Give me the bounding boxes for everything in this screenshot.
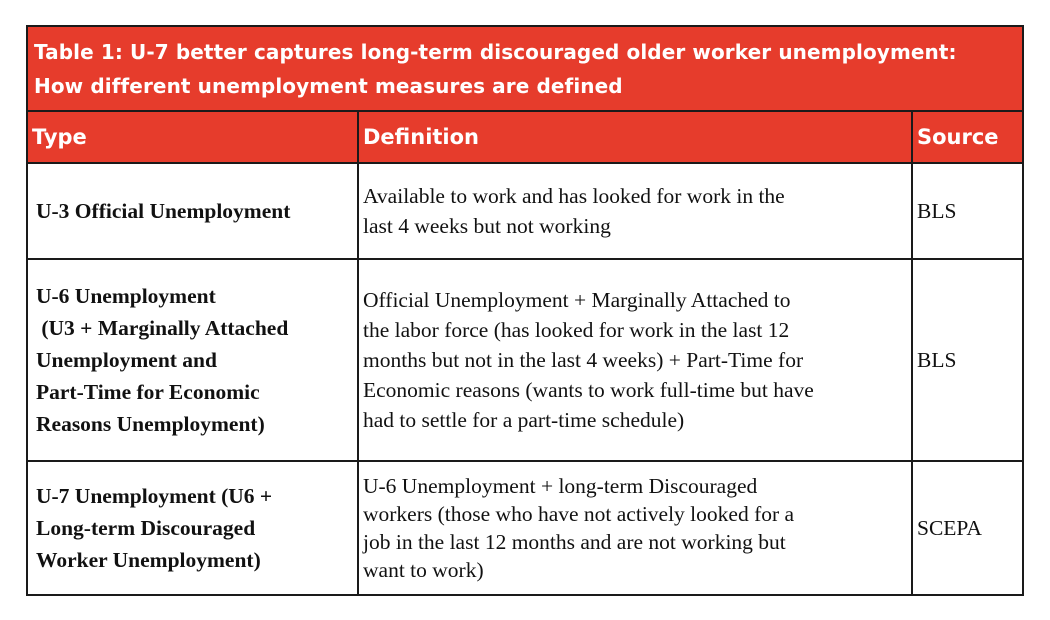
table-title-line-1: Table 1: U-7 better captures long-term discouraged older worker unemployment: [34,40,957,64]
definition-line: months but not in the last 4 weeks) + Part-Time for [363,348,804,372]
type-line: U-7 Unemployment (U6 + [36,484,273,508]
column-header-definition: Definition [358,112,912,163]
definition-line: had to settle for a part-time schedule) [363,408,685,432]
definition-line: U-6 Unemployment + long-term Discouraged [363,474,758,498]
type-line: Long-term Discouraged [36,516,256,540]
source-cell: BLS [912,163,1022,259]
type-line: Part-Time for Economic [36,380,260,404]
unemployment-measures-table [26,25,1024,596]
type-line: (U3 + Marginally Attached [36,316,289,340]
type-cell [28,461,358,594]
definition-cell [358,163,912,259]
column-header-type: Type [28,112,358,163]
definition-line: workers (those who have not actively looked for a [363,502,795,526]
definition-cell [358,461,912,594]
definition-cell [358,259,912,461]
type-cell [28,259,358,461]
column-header-source: Source [912,112,1022,163]
definition-line: Official Unemployment + Marginally Attached to [363,288,791,312]
table-title-line-2: How different unemployment measures are defined [34,74,623,98]
table-title [28,27,1022,112]
type-line: U-3 Official Unemployment [36,199,291,223]
definition-line: want to work) [363,558,484,582]
definitions-table [28,112,1022,594]
definition-line: Economic reasons (wants to work full-time but have [363,378,814,402]
type-line: Reasons Unemployment) [36,412,265,436]
type-cell [28,163,358,259]
table-row [28,461,1022,594]
type-line: Unemployment and [36,348,217,372]
definition-line: last 4 weeks but not working [363,214,611,238]
header-row [28,112,1022,163]
source-cell: SCEPA [912,461,1022,594]
type-line: U-6 Unemployment [36,284,216,308]
definition-line: Available to work and has looked for work in the [363,184,785,208]
table-row [28,163,1022,259]
definition-line: job in the last 12 months and are not working but [363,530,786,554]
source-cell: BLS [912,259,1022,461]
table-row [28,259,1022,461]
definition-line: the labor force (has looked for work in the last 12 [363,318,790,342]
type-line: Worker Unemployment) [36,548,261,572]
